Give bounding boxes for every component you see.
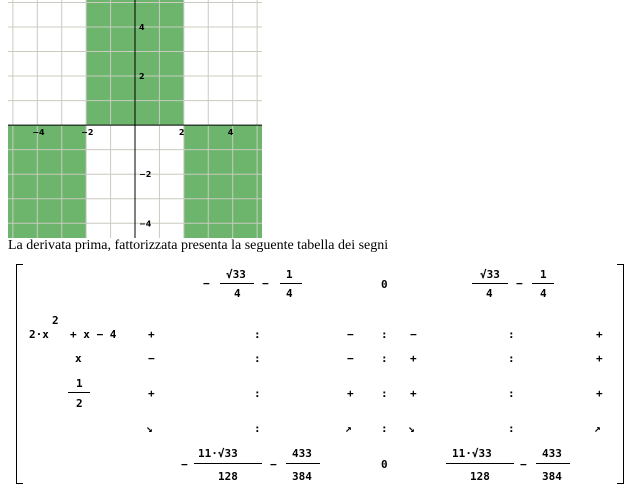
- bottom-right-frac1-bar: [446, 463, 514, 464]
- row2-label: x: [75, 352, 82, 365]
- row2-sign-3: +: [410, 352, 417, 365]
- bottom-right-num2: 433: [542, 447, 562, 460]
- row3-label-den: 2: [76, 397, 83, 410]
- row4-arrow-3: ↘: [408, 422, 415, 435]
- bottom-zero: 0: [381, 458, 388, 471]
- top-right-frac1-bar: [472, 283, 508, 284]
- row1-label-tail: + x − 4: [70, 328, 117, 341]
- row3-sign-1: +: [148, 387, 155, 400]
- x-tick-label: −4: [32, 128, 45, 138]
- row1-sep-3: :: [508, 328, 515, 341]
- top-left-num1: √33: [226, 268, 246, 281]
- row3-sep-3: :: [508, 387, 515, 400]
- shaded-region-2: [8, 125, 86, 238]
- top-left-frac2-bar: [280, 283, 302, 284]
- row1-sign-2: −: [347, 328, 354, 341]
- row3-sign-2: +: [347, 387, 354, 400]
- x-tick-label: −2: [81, 128, 94, 138]
- top-right-num2: 1: [540, 268, 547, 281]
- bottom-right-den1: 128: [470, 470, 490, 483]
- bottom-left-frac1-bar: [194, 463, 262, 464]
- row2-sign-1: −: [148, 352, 155, 365]
- top-right-frac2-bar: [532, 283, 554, 284]
- bottom-left-den2: 384: [292, 470, 312, 483]
- top-right-op: −: [516, 277, 523, 290]
- left-bracket: [16, 264, 23, 484]
- bottom-right-num1: 11·√33: [452, 447, 492, 460]
- y-tick-label: −2: [139, 170, 152, 180]
- shaded-region-3: [184, 125, 262, 238]
- row2-sep-2: :: [381, 352, 388, 365]
- row1-sep-2: :: [381, 328, 388, 341]
- row4-sep-2: :: [381, 422, 388, 435]
- row3-sign-3: +: [410, 387, 417, 400]
- sign-chart-graph: [8, 0, 262, 238]
- row1-sign-3: −: [410, 328, 417, 341]
- bottom-right-den2: 384: [542, 470, 562, 483]
- top-right-den2: 4: [540, 287, 547, 300]
- row1-sep-1: :: [254, 328, 261, 341]
- y-tick-label: 4: [139, 22, 145, 32]
- row3-sep-2: :: [381, 387, 388, 400]
- row3-label-num: 1: [76, 377, 83, 390]
- row2-sep-3: :: [508, 352, 515, 365]
- row1-exponent: 2: [52, 314, 59, 327]
- caption: La derivata prima, fattorizzata presenta la seguente tabella dei segni: [8, 238, 389, 253]
- x-tick-label: 2: [178, 128, 185, 138]
- row2-sign-2: −: [347, 352, 354, 365]
- bottom-left-op: −: [270, 458, 277, 471]
- top-right-num1: √33: [480, 268, 500, 281]
- row4-arrow-1: ↘: [146, 422, 153, 435]
- top-right-den1: 4: [486, 287, 493, 300]
- row3-sep-1: :: [254, 387, 261, 400]
- row1-sign-4: +: [596, 328, 603, 341]
- row4-arrow-4: ↗: [594, 422, 601, 435]
- y-tick-label: 2: [139, 72, 145, 82]
- bottom-right-frac2-bar: [536, 463, 570, 464]
- row2-sep-1: :: [254, 352, 261, 365]
- row3-label-bar: [68, 392, 90, 393]
- right-bracket: [617, 264, 624, 484]
- row4-sep-1: :: [254, 422, 261, 435]
- bottom-left-num1: 11·√33: [198, 447, 238, 460]
- top-left-frac1-bar: [220, 283, 254, 284]
- bottom-left-minus: −: [181, 458, 188, 471]
- x-tick-label: 4: [227, 128, 234, 138]
- bottom-right-op: −: [520, 458, 527, 471]
- y-tick-label: −4: [139, 219, 152, 229]
- row3-sign-4: +: [596, 387, 603, 400]
- row2-sign-4: +: [596, 352, 603, 365]
- row1-label: 2·x: [29, 328, 49, 341]
- bottom-left-num2: 433: [292, 447, 312, 460]
- bottom-left-den1: 128: [218, 470, 238, 483]
- top-left-minus: −: [203, 277, 210, 290]
- top-left-den1: 4: [234, 287, 241, 300]
- top-left-den2: 4: [286, 287, 293, 300]
- sign-table: [0, 258, 639, 491]
- bottom-left-frac2-bar: [286, 463, 320, 464]
- row1-sign-1: +: [148, 328, 155, 341]
- row4-sep-3: :: [508, 422, 515, 435]
- top-zero: 0: [381, 278, 388, 291]
- top-left-op: −: [262, 277, 269, 290]
- row4-arrow-2: ↗: [345, 422, 352, 435]
- top-left-num2: 1: [286, 268, 293, 281]
